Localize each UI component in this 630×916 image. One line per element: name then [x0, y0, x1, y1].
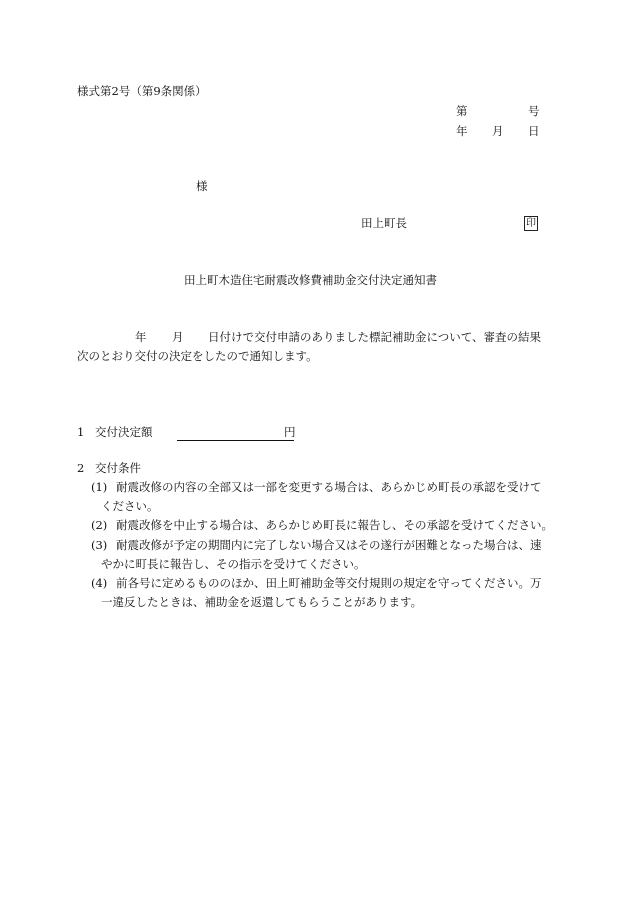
seal-mark	[524, 216, 538, 231]
section1-number: 1	[77, 425, 85, 439]
condition-1-num: (1)	[91, 480, 108, 494]
body-year: 年	[135, 330, 147, 344]
body-line2: 次のとおり交付の決定をしたので通知します。	[77, 349, 318, 363]
body-month: 月	[172, 330, 184, 344]
condition-4-line1: 前各号に定めるもののほか、田上町補助金等交付規則の規定を守ってください。万	[116, 576, 542, 590]
addressee-suffix: 様	[196, 179, 208, 193]
date-month: 月	[492, 124, 504, 138]
condition-1-line1: 耐震改修の内容の全部又は一部を変更する場合は、あらかじめ町長の承認を受けて	[116, 480, 542, 494]
section2-label: 交付条件	[95, 461, 141, 475]
condition-2-line1: 耐震改修を中止する場合は、あらかじめ町長に報告し、その承認を受けてください。	[116, 518, 553, 532]
amount-underline	[177, 440, 294, 441]
date-day: 日	[528, 124, 540, 138]
number-dai: 第	[456, 104, 468, 118]
amount-unit: 円	[284, 425, 296, 439]
condition-1-line2: ください。	[101, 499, 159, 513]
condition-4-num: (4)	[91, 576, 108, 590]
condition-4-line2: 一違反したときは、補助金を返還してもらうことがあります。	[101, 595, 423, 609]
document-title: 田上町木造住宅耐震改修費補助金交付決定通知書	[184, 273, 437, 287]
seal-box: 印	[526, 218, 536, 229]
date-year: 年	[456, 124, 468, 138]
issuer-title: 田上町長	[361, 216, 407, 230]
number-go: 号	[528, 104, 540, 118]
section2-number: 2	[77, 461, 85, 475]
section1-label: 交付決定額	[95, 425, 153, 439]
form-label: 様式第2号（第9条関係）	[77, 84, 207, 98]
body-line1: 日付けで交付申請のありました標記補助金について、審査の結果	[208, 330, 542, 344]
condition-2-num: (2)	[91, 518, 108, 532]
condition-3-num: (3)	[91, 538, 108, 552]
condition-3-line1: 耐震改修が予定の期間内に完了しない場合又はその遂行が困難となった場合は、速	[116, 538, 542, 552]
condition-3-line2: やかに町長に報告し、その指示を受けてください。	[101, 557, 366, 571]
